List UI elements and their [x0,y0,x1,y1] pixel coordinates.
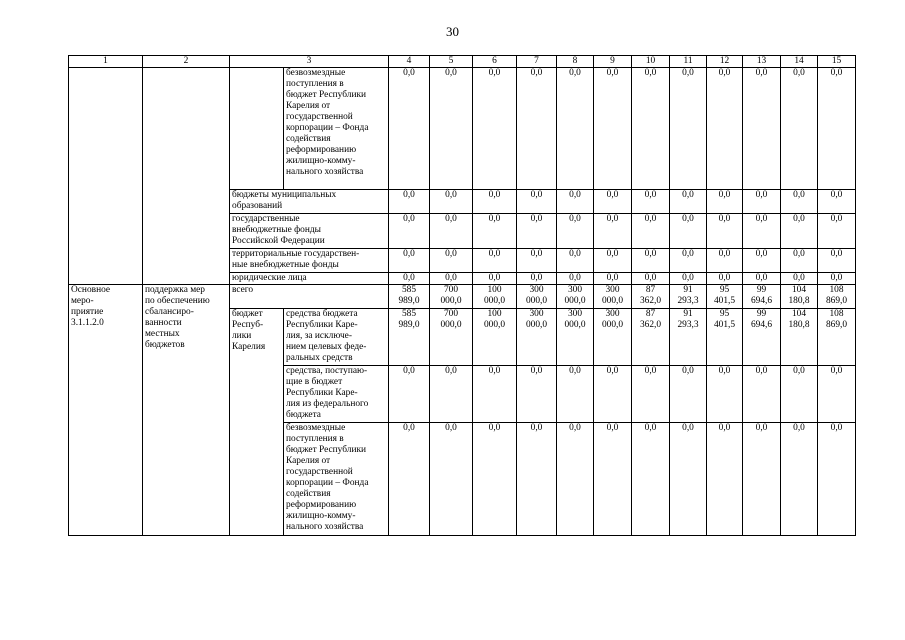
source-cell: безвозмездные поступления в бюджет Республики Карелия от государственной корпорации – Фонда содействия реформированию жилищно-комму- нального хозяйства [284,68,389,190]
value-cell: 0,0 [781,68,818,190]
value-cell: 300 000,0 [594,285,632,309]
header-cell: 4 [389,56,430,68]
value-cell: 0,0 [473,423,517,536]
value-cell: 0,0 [707,190,743,214]
source-cell: территориальные государствен- ные внебюджетные фонды [230,249,389,273]
source-cell: безвозмездные поступления в бюджет Республики Карелия от государственной корпорации – Фонда содействия реформированию жилищно-комму- нального хозяйства [284,423,389,536]
value-cell: 0,0 [594,68,632,190]
value-cell: 0,0 [557,423,594,536]
header-cell: 2 [143,56,230,68]
value-cell: 700 000,0 [430,285,473,309]
value-cell: 0,0 [818,366,856,423]
value-cell: 108 869,0 [818,309,856,366]
value-cell: 0,0 [594,249,632,273]
measure-code: Основное меро- приятие 3.1.1.2.0 [69,285,143,536]
value-cell: 0,0 [594,273,632,285]
value-cell: 99 694,6 [743,309,781,366]
value-cell: 0,0 [818,249,856,273]
value-cell: 0,0 [781,214,818,249]
value-cell: 0,0 [743,423,781,536]
value-cell: 104 180,8 [781,285,818,309]
header-cell: 15 [818,56,856,68]
value-cell: 0,0 [670,273,707,285]
source-cell: средства бюджета Республики Каре- лия, за исключе- нием целевых феде- ральных средств [284,309,389,366]
measure-name: поддержка мер по обеспечению сбалансиро- ванности местных бюджетов [143,285,230,536]
header-cell: 11 [670,56,707,68]
page-number: 30 [446,24,459,39]
value-cell: 0,0 [781,423,818,536]
table-row [69,285,856,309]
value-cell: 0,0 [517,190,557,214]
value-cell: 0,0 [707,366,743,423]
total-label: всего [230,285,389,309]
value-cell: 0,0 [430,68,473,190]
cell-empty [143,68,230,285]
value-cell: 0,0 [670,190,707,214]
header-cell: 3 [230,56,389,68]
value-cell: 300 000,0 [517,285,557,309]
value-cell: 0,0 [743,249,781,273]
source-cell: государственные внебюджетные фонды Российской Федерации [230,214,389,249]
cell-empty [230,68,284,190]
value-cell: 0,0 [557,366,594,423]
value-cell: 0,0 [557,249,594,273]
value-cell: 300 000,0 [517,309,557,366]
value-cell: 0,0 [707,214,743,249]
header-cell: 8 [557,56,594,68]
header-cell: 7 [517,56,557,68]
value-cell: 100 000,0 [473,285,517,309]
value-cell: 0,0 [632,273,670,285]
value-cell: 0,0 [517,68,557,190]
value-cell: 91 293,3 [670,285,707,309]
value-cell: 0,0 [389,214,430,249]
value-cell: 0,0 [594,190,632,214]
value-cell: 0,0 [594,366,632,423]
value-cell: 0,0 [517,423,557,536]
value-cell: 0,0 [818,214,856,249]
value-cell: 0,0 [389,423,430,536]
value-cell: 0,0 [389,190,430,214]
value-cell: 0,0 [473,190,517,214]
table-row [69,68,856,190]
value-cell: 585 989,0 [389,285,430,309]
value-cell: 0,0 [389,249,430,273]
source-cell: средства, поступаю- щие в бюджет Республики Каре- лия из федерального бюджета [284,366,389,423]
value-cell: 0,0 [781,273,818,285]
header-cell: 6 [473,56,517,68]
value-cell: 0,0 [473,273,517,285]
value-cell: 0,0 [670,68,707,190]
value-cell: 0,0 [632,249,670,273]
value-cell: 100 000,0 [473,309,517,366]
value-cell: 0,0 [670,249,707,273]
value-cell: 95 401,5 [707,309,743,366]
value-cell: 300 000,0 [594,309,632,366]
value-cell: 300 000,0 [557,285,594,309]
value-cell: 0,0 [517,273,557,285]
header-cell: 9 [594,56,632,68]
value-cell: 0,0 [670,214,707,249]
value-cell: 0,0 [389,68,430,190]
source-cell: бюджеты муниципальных образований [230,190,389,214]
source-cell: юридические лица [230,273,389,285]
value-cell: 0,0 [818,423,856,536]
cell-empty [69,68,143,285]
value-cell: 0,0 [632,366,670,423]
value-cell: 0,0 [707,249,743,273]
value-cell: 95 401,5 [707,285,743,309]
value-cell: 0,0 [517,249,557,273]
value-cell: 0,0 [594,214,632,249]
value-cell: 0,0 [818,68,856,190]
value-cell: 0,0 [557,273,594,285]
header-cell: 5 [430,56,473,68]
value-cell: 87 362,0 [632,285,670,309]
value-cell: 0,0 [430,366,473,423]
financing-table [68,55,856,536]
value-cell: 0,0 [707,273,743,285]
value-cell: 0,0 [473,214,517,249]
value-cell: 0,0 [781,366,818,423]
header-cell: 13 [743,56,781,68]
value-cell: 0,0 [670,423,707,536]
value-cell: 700 000,0 [430,309,473,366]
value-cell: 0,0 [743,214,781,249]
header-row [69,56,856,68]
value-cell: 0,0 [430,273,473,285]
value-cell: 0,0 [430,190,473,214]
value-cell: 0,0 [743,190,781,214]
value-cell: 0,0 [430,249,473,273]
value-cell: 0,0 [632,190,670,214]
value-cell: 99 694,6 [743,285,781,309]
value-cell: 0,0 [707,68,743,190]
value-cell: 0,0 [818,190,856,214]
value-cell: 0,0 [557,190,594,214]
value-cell: 87 362,0 [632,309,670,366]
value-cell: 0,0 [389,273,430,285]
value-cell: 0,0 [517,366,557,423]
header-cell: 12 [707,56,743,68]
header-cell: 1 [69,56,143,68]
value-cell: 0,0 [389,366,430,423]
value-cell: 0,0 [781,249,818,273]
value-cell: 0,0 [707,423,743,536]
value-cell: 0,0 [473,249,517,273]
value-cell: 0,0 [557,214,594,249]
value-cell: 300 000,0 [557,309,594,366]
budget-label: бюджет Респуб- лики Карелия [230,309,284,536]
value-cell: 0,0 [632,423,670,536]
value-cell: 585 989,0 [389,309,430,366]
value-cell: 0,0 [517,214,557,249]
value-cell: 0,0 [473,366,517,423]
value-cell: 0,0 [632,214,670,249]
value-cell: 91 293,3 [670,309,707,366]
value-cell: 0,0 [781,190,818,214]
value-cell: 0,0 [670,366,707,423]
value-cell: 0,0 [743,366,781,423]
value-cell: 0,0 [743,68,781,190]
value-cell: 0,0 [594,423,632,536]
value-cell: 0,0 [743,273,781,285]
header-cell: 14 [781,56,818,68]
value-cell: 0,0 [430,214,473,249]
value-cell: 0,0 [557,68,594,190]
value-cell: 108 869,0 [818,285,856,309]
value-cell: 0,0 [430,423,473,536]
value-cell: 0,0 [818,273,856,285]
value-cell: 0,0 [473,68,517,190]
value-cell: 104 180,8 [781,309,818,366]
header-cell: 10 [632,56,670,68]
value-cell: 0,0 [632,68,670,190]
